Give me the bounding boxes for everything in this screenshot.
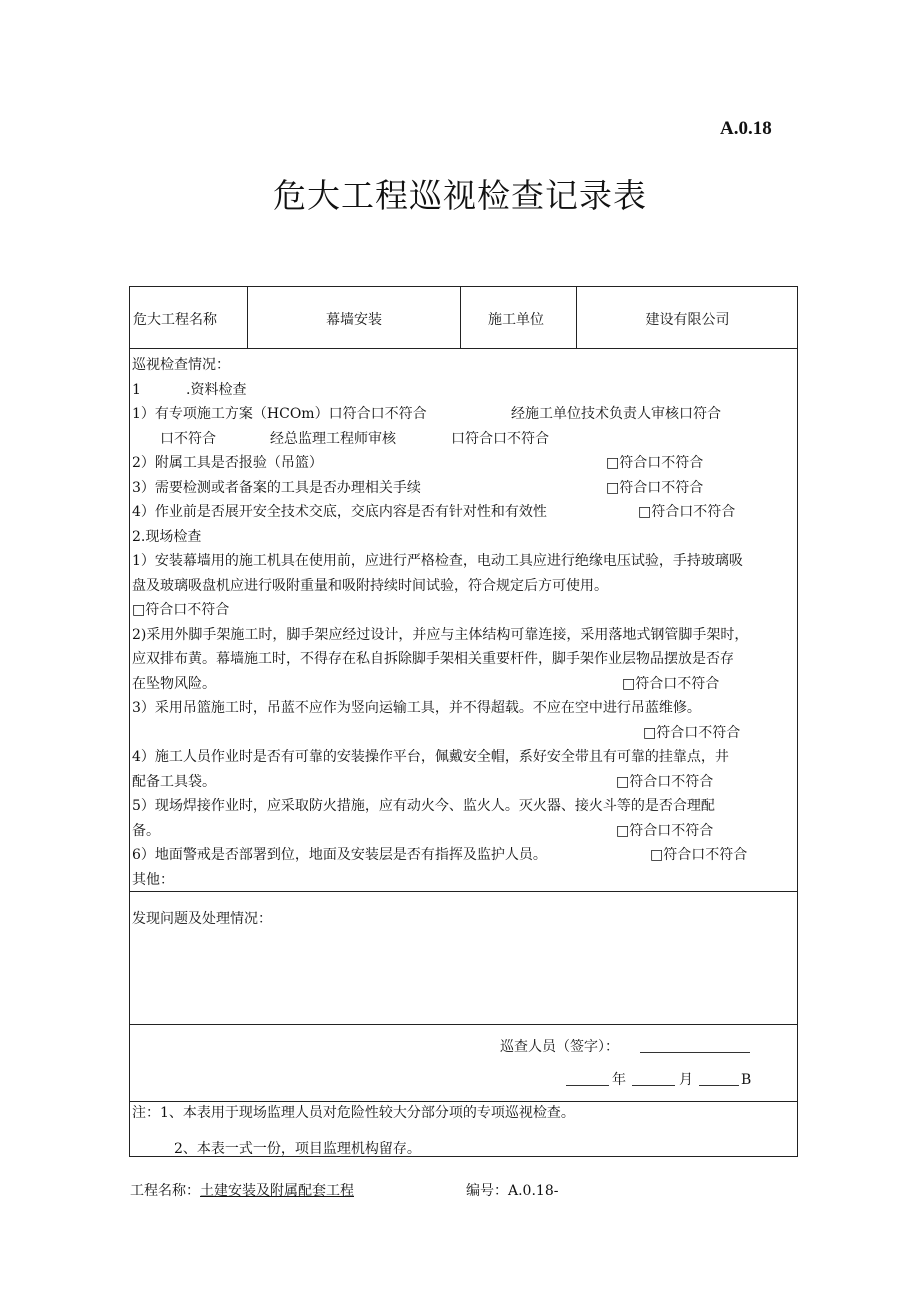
site-5-check: □符合口不符合 xyxy=(616,823,714,839)
item-1-plan: 1）有专项施工方案（HCOm）口符合口不符合 xyxy=(132,406,427,422)
section-1-title: .资料检查 xyxy=(186,382,247,398)
site-6-check: □符合口不符合 xyxy=(650,847,748,863)
problems-label: 发现问题及处理情况： xyxy=(132,911,272,927)
site-2-line-1: 2)采用外脚手架施工时，脚手架应经过设计，并应与主体结构可靠连接，采用落地式钢管脚手架时， xyxy=(132,627,749,643)
item-3-check: □符合口不符合 xyxy=(606,480,704,496)
site-3-check: □符合口不符合 xyxy=(643,725,741,741)
day-blank[interactable] xyxy=(699,1085,739,1086)
site-1-check: □符合口不符合 xyxy=(132,602,230,618)
inspection-form-table xyxy=(129,286,798,1157)
month-blank[interactable] xyxy=(632,1085,675,1086)
signature-line[interactable] xyxy=(640,1052,750,1053)
note-2: 2、本表一式一份，项目监理机构留存。 xyxy=(174,1141,421,1157)
site-3-line-1: 3）采用吊篮施工时，吊蓝不应作为竖向运输工具，并不得超载。不应在空中进行吊蓝维修。 xyxy=(132,700,701,716)
site-2-line-3: 在坠物风险。 xyxy=(132,676,216,692)
site-4-line-1: 4）施工人员作业时是否有可靠的安装操作平台，佩戴安全帽，系好安全带且有可靠的挂靠点，井 xyxy=(132,749,729,765)
year-label: 年 xyxy=(612,1072,626,1088)
item-2-text: 2）附属工具是否报验（吊篮） xyxy=(132,455,323,471)
site-6-line-1: 6）地面警戒是否部署到位，地面及安装层是否有指挥及监护人员。 xyxy=(132,847,547,863)
document-title: 危大工程巡视检查记录表 xyxy=(273,176,647,215)
project-name-value: 幕墙安装 xyxy=(326,312,382,328)
footer-project-value: 土建安装及附属配套工程 xyxy=(200,1183,354,1199)
item-1-chief-review: 经总监理工程师审核 xyxy=(270,431,396,447)
inspector-signature-label: 巡查人员（签字）： xyxy=(500,1039,619,1055)
item-2-check: □符合口不符合 xyxy=(606,455,704,471)
day-label: B xyxy=(741,1072,752,1088)
project-name-label: 危大工程名称 xyxy=(133,312,217,328)
item-3-text: 3）需要检测或者备案的工具是否办理相关手续 xyxy=(132,480,421,496)
month-label: 月 xyxy=(679,1072,693,1088)
item-4-check: □符合口不符合 xyxy=(638,504,736,520)
site-2-line-2: 应双排布黄。幕墙施工时，不得存在私自拆除脚手架相关重要杆件，脚手架作业层物品摆放是否存 xyxy=(132,651,734,667)
item-1-tech-review: 经施工单位技术负责人审核口符合 xyxy=(511,406,721,422)
footer-number-value: A.0.18- xyxy=(508,1183,559,1199)
col-divider xyxy=(460,287,461,348)
row-divider xyxy=(130,348,797,349)
construction-unit-label: 施工单位 xyxy=(488,312,544,328)
row-divider xyxy=(130,891,797,892)
site-4-line-2: 配备工具袋。 xyxy=(132,774,216,790)
year-blank[interactable] xyxy=(566,1085,609,1086)
item-1-chief-check: 口符合口不符合 xyxy=(451,431,549,447)
site-4-check: □符合口不符合 xyxy=(616,774,714,790)
other-label: 其他： xyxy=(132,872,174,888)
site-5-line-1: 5）现场焊接作业时，应采取防火措施，应有动火今、监火人。灭火器、接火斗等的是否合理配 xyxy=(132,798,715,814)
site-1-line-2: 盘及玻璃吸盘机应进行吸附重量和吸附持续时间试验，符合规定后方可使用。 xyxy=(132,578,608,594)
footer-number-label: 编号： xyxy=(466,1183,508,1199)
item-1-tech-noncompliant: 口不符合 xyxy=(160,431,216,447)
site-1-line-1: 1）安装幕墙用的施工机具在使用前，应进行严格检查，电动工具应进行绝缘电压试验，手持玻璃吸 xyxy=(132,553,743,569)
footer-project-label: 工程名称： xyxy=(130,1183,200,1199)
row-divider xyxy=(130,1024,797,1025)
inspection-heading: 巡视检查情况： xyxy=(132,357,230,373)
section-2-title: 2.现场检查 xyxy=(132,529,202,545)
section-1-number: 1 xyxy=(132,382,141,398)
site-2-check: □符合口不符合 xyxy=(622,676,720,692)
item-4-text: 4）作业前是否展开安全技术交底，交底内容是否有针对性和有效性 xyxy=(132,504,547,520)
footer-number xyxy=(466,1180,558,1200)
site-5-line-2: 备。 xyxy=(132,823,160,839)
footer-project xyxy=(130,1180,354,1200)
construction-unit-value: 建设有限公司 xyxy=(645,312,730,328)
form-code: A.0.18 xyxy=(720,118,772,139)
note-1: 注：1、本表用于现场监理人员对危险性较大分部分项的专项巡视检查。 xyxy=(132,1105,575,1121)
